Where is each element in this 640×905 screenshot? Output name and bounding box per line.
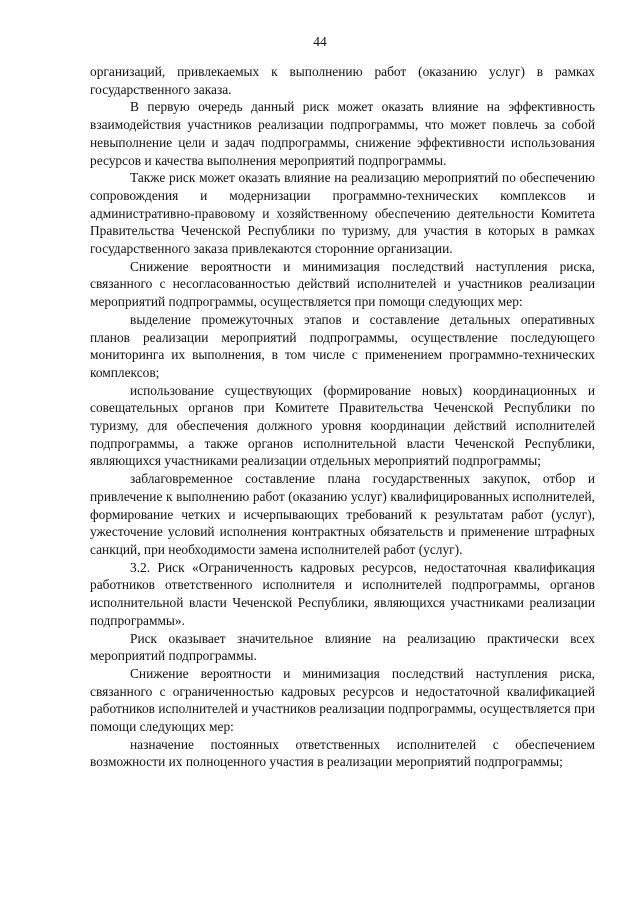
paragraph: Также риск может оказать влияние на реализацию мероприятий по обеспечению сопровождения и модернизации программно-технических комплексов и административно-правовому и хозяйственному обеспечению деятельности Комитета Правительства Чеченской Республики по туризму, для участия в которых в рамках государственного заказа привлекаются сторонние организации. [90, 170, 595, 257]
paragraph: организаций, привлекаемых к выполнению работ (оказанию услуг) в рамках государственного заказа. [90, 64, 595, 97]
paragraph: Снижение вероятности и минимизация последствий наступления риска, связанного с ограниченностью кадровых ресурсов и недостаточной квалификацией работников исполнителей и участников реализации подпрограммы, осуществляется при помощи следующих мер: [90, 665, 595, 735]
paragraph: Снижение вероятности и минимизация последствий наступления риска, связанного с несогласованностью действий исполнителей и участников реализации мероприятий подпрограммы, осуществляется при помощи следующих мер: [90, 258, 595, 310]
body-text [90, 63, 595, 771]
paragraph: Риск оказывает значительное влияние на реализацию практически всех мероприятий подпрограммы. [90, 630, 595, 664]
paragraph: В первую очередь данный риск может оказать влияние на эффективность взаимодействия участников реализации подпрограммы, что может повлечь за собой невыполнение цели и задач подпрограммы, снижение эффективности использования ресурсов и качества выполнения мероприятий подпрограммы. [90, 99, 595, 168]
page-number: 44 [313, 34, 327, 49]
section-heading-paragraph: 3.2. Риск «Ограниченность кадровых ресурсов, недостаточная квалификация работников ответственного исполнителя и исполнителей подпрограммы, органов исполнительной власти Чеченской Республики, являющихся участниками реализации подпрограммы». [90, 559, 595, 628]
list-item: выделение промежуточных этапов и составление детальных оперативных планов реализации мероприятий подпрограммы, осуществление последующего мониторинга их выполнения, в том числе с применением программно-технических комплексов; [90, 311, 595, 380]
list-item: использование существующих (формирование новых) координационных и совещательных органов при Комитете Правительства Чеченской Республики по туризму, для обеспечения должного уровня координации действий исполнителей подпрограммы, а также органов исполнительной власти Чеченской Республики, являющихся участниками реализации отдельных мероприятий подпрограммы; [90, 382, 595, 469]
list-item: назначение постоянных ответственных исполнителей с обеспечением возможности их полноценного участия в реализации мероприятий подпрограммы; [90, 736, 595, 770]
list-item: заблаговременное составление плана государственных закупок, отбор и привлечение к выполнению работ (оказанию услуг) квалифицированных исполнителей, формирование четких и исчерпывающих требований к результатам работ (услуг), ужесточение условий исполнения контрактных обязательств и применение штрафных санкций, при необходимости замена исполнителей работ (услуг). [90, 471, 595, 557]
